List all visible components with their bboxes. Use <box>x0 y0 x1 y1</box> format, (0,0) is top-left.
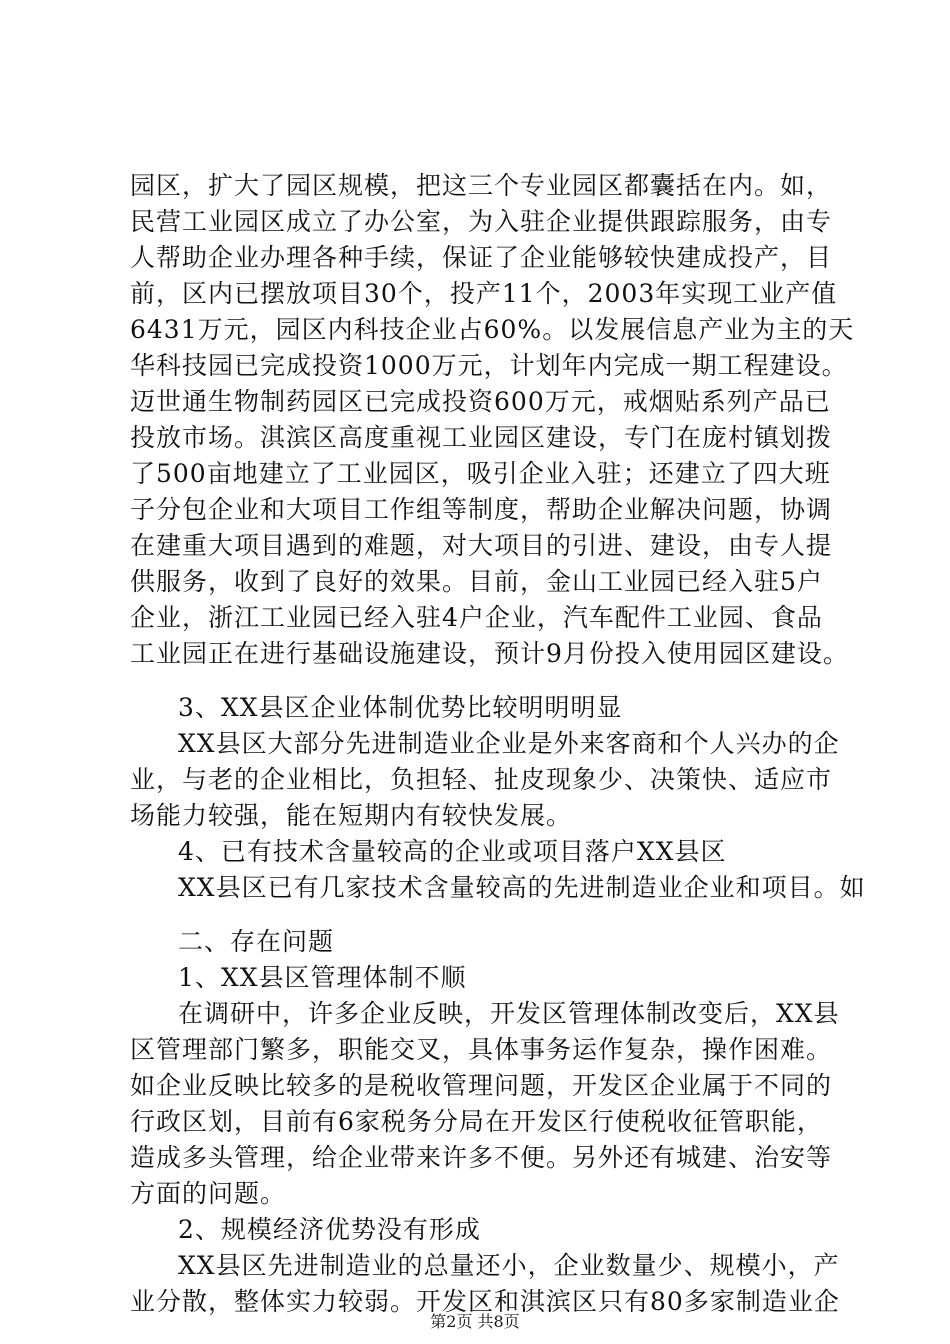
subheading-2: 2、规模经济优势没有形成 <box>178 1215 481 1244</box>
paragraph-line: 迈世通生物制药园区已完成投资600万元，戒烟贴系列产品已 <box>130 387 831 416</box>
page-footer: 第2页 共8页 <box>430 1312 520 1331</box>
subheading-4: 4、已有技术含量较高的企业或项目落户XX县区 <box>178 837 727 866</box>
paragraph-line: 在建重大项目遇到的难题，对大项目的引进、建设，由专人提 <box>130 531 833 560</box>
paragraph-line: 华科技园已完成投资1000万元，计划年内完成一期工程建设。 <box>130 351 848 380</box>
paragraph-line: 区管理部门繁多，职能交叉，具体事务运作复杂，操作困难。 <box>130 1035 833 1064</box>
section-title: 二、存在问题 <box>178 927 335 956</box>
paragraph-line: XX县区已有几家技术含量较高的先进制造业企业和项目。如 <box>178 873 866 902</box>
paragraph-line: 方面的问题。 <box>130 1179 287 1208</box>
paragraph-line: 在调研中，许多企业反映，开发区管理体制改变后，XX县 <box>178 999 840 1028</box>
subheading-1: 1、XX县区管理体制不顺 <box>178 963 467 992</box>
paragraph-line: 人帮助企业办理各种手续，保证了企业能够较快建成投产，目 <box>130 243 833 272</box>
paragraph-line: 如企业反映比较多的是税收管理问题，开发区企业属于不同的 <box>130 1071 833 1100</box>
paragraph-line: 了500亩地建立了工业园区，吸引企业入驻；还建立了四大班 <box>130 459 831 488</box>
paragraph-line: 供服务，收到了良好的效果。目前，金山工业园已经入驻5户 <box>130 567 823 596</box>
paragraph-line: 工业园正在进行基础设施建设，预计9月份投入使用园区建设。 <box>130 639 849 668</box>
paragraph-line: 企业，浙江工业园已经入驻4户企业，汽车配件工业园、食品 <box>130 603 823 632</box>
paragraph-line: 前，区内已摆放项目30个，投产11个，2003年实现工业产值 <box>130 279 838 308</box>
paragraph-line: 园区，扩大了园区规模，把这三个专业园区都囊括在内。如， <box>130 171 833 200</box>
paragraph-line: 场能力较强，能在短期内有较快发展。 <box>130 801 573 830</box>
paragraph-line: 子分包企业和大项目工作组等制度，帮助企业解决问题，协调 <box>130 495 833 524</box>
paragraph-line: XX县区大部分先进制造业企业是外来客商和个人兴办的企 <box>178 729 840 758</box>
paragraph-line: 6431万元，园区内科技企业占60%。以发展信息产业为主的天 <box>130 315 855 344</box>
subheading-3: 3、XX县区企业体制优势比较明明明显 <box>178 693 623 722</box>
paragraph-line: 业，与老的企业相比，负担轻、扯皮现象少、决策快、适应市 <box>130 765 833 794</box>
paragraph-line: 造成多头管理，给企业带来许多不便。另外还有城建、治安等 <box>130 1143 833 1172</box>
paragraph-line: 业分散，整体实力较弱。开发区和淇滨区只有80多家制造业企 <box>130 1287 840 1316</box>
paragraph-line: 行政区划，目前有6家税务分局在开发区行使税收征管职能， <box>130 1107 823 1136</box>
paragraph-line: 民营工业园区成立了办公室，为入驻企业提供跟踪服务，由专 <box>130 207 833 236</box>
paragraph-line: 投放市场。淇滨区高度重视工业园区建设，专门在庞村镇划拨 <box>130 423 833 452</box>
paragraph-line: XX县区先进制造业的总量还小，企业数量少、规模小，产 <box>178 1251 840 1280</box>
